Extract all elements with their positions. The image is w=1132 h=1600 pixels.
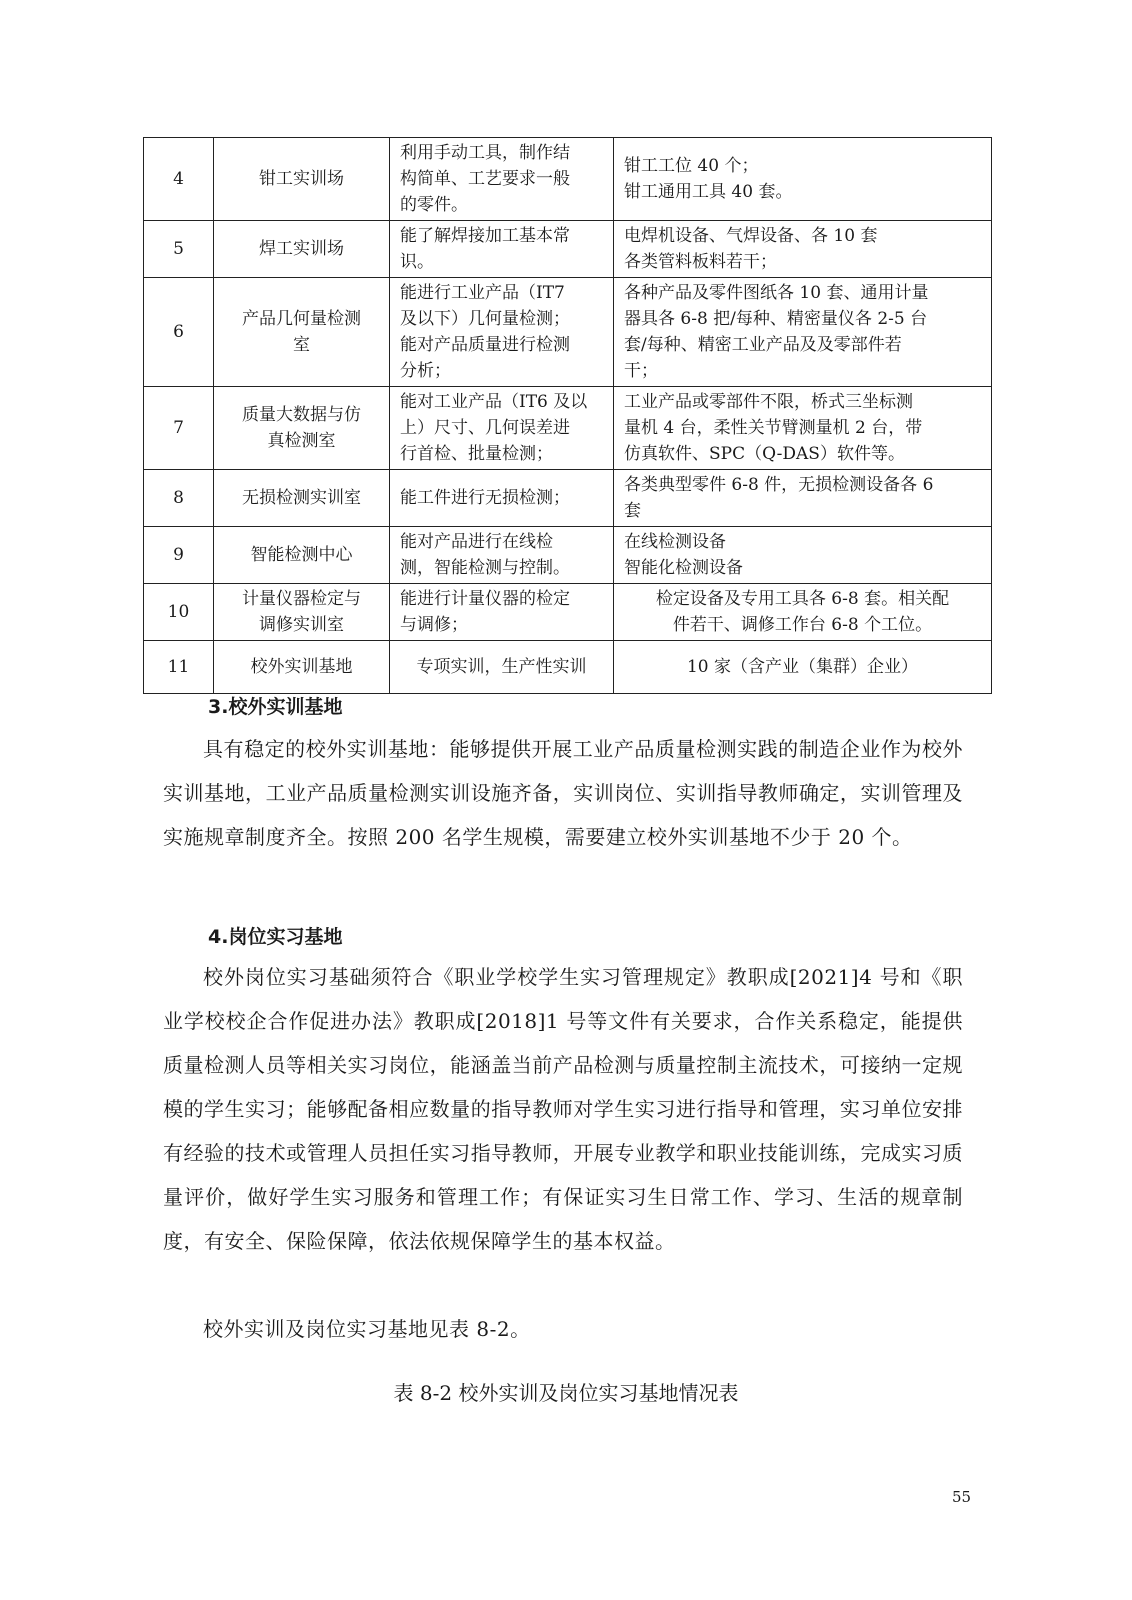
table-row xyxy=(144,138,992,221)
facility-name: 焊工实训场 xyxy=(214,221,390,278)
facility-conditions: 10 家（含产业（集群）企业） xyxy=(614,641,992,694)
section-3-paragraph: 具有稳定的校外实训基地：能够提供开展工业产品质量检测实践的制造企业作为校外实训基地，工业产品质量检测实训设施齐备，实训岗位、实训指导教师确定，实训管理及实施规章制度齐全。按照 200 名学生规模，需要建立校外实训基地不少于 20 个。 xyxy=(163,737,963,849)
facility-function: 能对产品进行在线检 测，智能检测与控制。 xyxy=(390,527,614,584)
table-row xyxy=(144,278,992,387)
facility-name: 产品几何量检测 室 xyxy=(214,278,390,387)
section-4-heading: 4.岗位实习基地 xyxy=(208,926,343,948)
row-number: 7 xyxy=(144,387,214,470)
facility-function: 能对工业产品（IT6 及以 上）尺寸、几何误差进 行首检、批量检测； xyxy=(390,387,614,470)
row-number: 10 xyxy=(144,584,214,641)
facility-function: 专项实训，生产性实训 xyxy=(390,641,614,694)
facility-function: 能进行工业产品（IT7 及以下）几何量检测； 能对产品质量进行检测 分析； xyxy=(390,278,614,387)
row-number: 8 xyxy=(144,470,214,527)
table-row xyxy=(144,470,992,527)
row-number: 9 xyxy=(144,527,214,584)
facility-name: 质量大数据与仿 真检测室 xyxy=(214,387,390,470)
row-number: 11 xyxy=(144,641,214,694)
facility-conditions: 各种产品及零件图纸各 10 套、通用计量 器具各 6-8 把/每种、精密量仪各 2-5 台 套/每种、精密工业产品及及零部件若 干； xyxy=(614,278,992,387)
row-number: 6 xyxy=(144,278,214,387)
facility-name: 钳工实训场 xyxy=(214,138,390,221)
section-4-paragraph: 校外岗位实习基础须符合《职业学校学生实习管理规定》教职成[2021]4 号和《职业学校校企合作促进办法》教职成[2018]1 号等文件有关要求，合作关系稳定，能提供质量检测人员等相关实习岗位，能涵盖当前产品检测与质量控制主流技术，可接纳一定规模的学生实习；能够配备相应数量的指导教师对学生实习进行指导和管理，实习单位安排有经验的技术或管理人员担任实习指导教师，开展专业教学和职业技能训练，完成实习质量评价，做好学生实习服务和管理工作；有保证实习生日常工作、学习、生活的规章制度，有安全、保险保障，依法依规保障学生的基本权益。 xyxy=(163,965,963,1253)
facility-conditions: 检定设备及专用工具各 6-8 套。相关配 件若干、调修工作台 6-8 个工位。 xyxy=(614,584,992,641)
table-row xyxy=(144,221,992,278)
row-number: 4 xyxy=(144,138,214,221)
table-row xyxy=(144,641,992,694)
facility-function: 能了解焊接加工基本常 识。 xyxy=(390,221,614,278)
table-reference-text: 校外实训及岗位实习基地见表 8-2。 xyxy=(203,1317,531,1341)
table-row xyxy=(144,527,992,584)
training-facilities-table xyxy=(143,137,992,694)
facility-name: 计量仪器检定与 调修实训室 xyxy=(214,584,390,641)
facility-function: 能进行计量仪器的检定 与调修； xyxy=(390,584,614,641)
table-row xyxy=(144,584,992,641)
facility-function: 能工件进行无损检测； xyxy=(390,470,614,527)
section-3-heading: 3.校外实训基地 xyxy=(208,696,343,718)
row-number: 5 xyxy=(144,221,214,278)
facility-conditions: 钳工工位 40 个； 钳工通用工具 40 套。 xyxy=(614,138,992,221)
facility-conditions: 在线检测设备 智能化检测设备 xyxy=(614,527,992,584)
facility-conditions: 电焊机设备、气焊设备、各 10 套 各类管料板料若干； xyxy=(614,221,992,278)
facility-conditions: 工业产品或零部件不限，桥式三坐标测 量机 4 台，柔性关节臂测量机 2 台，带 仿真软件、SPC（Q-DAS）软件等。 xyxy=(614,387,992,470)
facility-conditions: 各类典型零件 6-8 件，无损检测设备各 6 套 xyxy=(614,470,992,527)
facility-function: 利用手动工具，制作结 构简单、工艺要求一般 的零件。 xyxy=(390,138,614,221)
table-caption: 表 8-2 校外实训及岗位实习基地情况表 xyxy=(393,1381,739,1405)
facility-name: 无损检测实训室 xyxy=(214,470,390,527)
table-row xyxy=(144,387,992,470)
page-number: 55 xyxy=(952,1488,972,1506)
facility-name: 智能检测中心 xyxy=(214,527,390,584)
facility-name: 校外实训基地 xyxy=(214,641,390,694)
